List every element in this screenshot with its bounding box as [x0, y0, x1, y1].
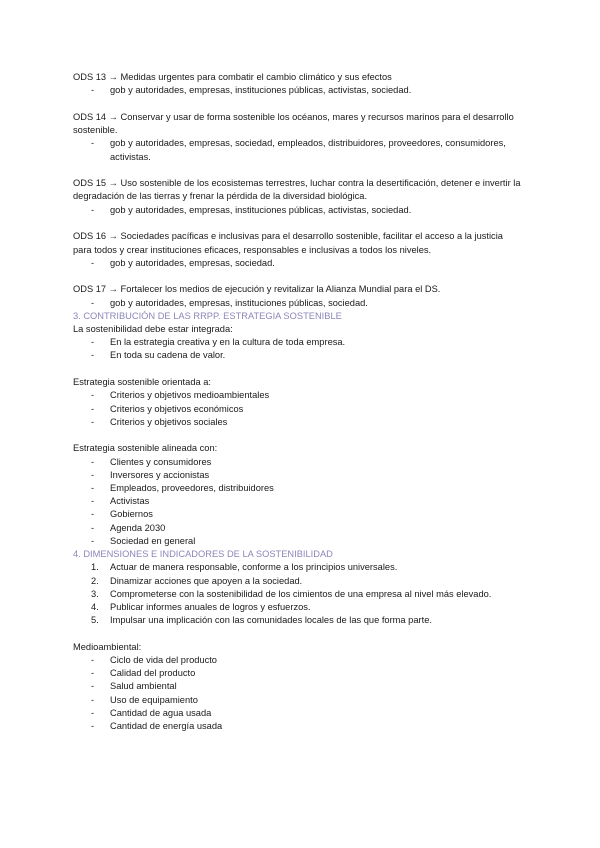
- list-number: 3.: [91, 588, 99, 599]
- section-4-numbered-list: [73, 561, 523, 627]
- ods-14-block: [73, 111, 523, 164]
- env-list: [73, 654, 523, 733]
- list-item: - Calidad del producto: [73, 667, 523, 680]
- list-item: - Agenda 2030: [73, 522, 523, 535]
- list-item: - Clientes y consumidores: [73, 456, 523, 469]
- list-text: Dinamizar acciones que apoyen a la sociedad.: [110, 575, 303, 586]
- list-number: 4.: [91, 601, 99, 612]
- list-item: - gob y autoridades, empresas, instituciones públicas, sociedad.: [73, 297, 523, 310]
- list-number: 2.: [91, 575, 99, 586]
- list-item: [73, 561, 523, 574]
- ods-15-title: ODS 15 → Uso sostenible de los ecosistemas terrestres, luchar contra la desertificación, detener e invertir la degradación de las tierras y frenar la pérdida de la diversidad biológica.: [73, 178, 521, 202]
- ods-16-title: ODS 16 → Sociedades pacíficas e inclusivas para el desarrollo sostenible, facilitar el acceso a la justicia para todos y crear instituciones eficaces, responsables e inclusivas a todos los niveles.: [73, 231, 503, 255]
- ods-17-title: ODS 17 → Fortalecer los medios de ejecución y revitalizar la Alianza Mundial para el DS.: [73, 284, 441, 295]
- list-item: - Cantidad de energía usada: [73, 720, 523, 733]
- list-item: - gob y autoridades, empresas, sociedad, empleados, distribuidores, proveedores, consumidores, activistas.: [73, 137, 523, 163]
- ods-16-block: [73, 230, 523, 270]
- ods-17-list: [73, 297, 523, 310]
- section-3-intro: La sostenibilidad debe estar integrada:: [73, 324, 233, 335]
- list-text: Actuar de manera responsable, conforme a los principios universales.: [110, 562, 398, 573]
- list-text: Comprometerse con la sostenibilidad de los cimientos de una empresa al nivel más elevado.: [110, 588, 492, 599]
- list-item: - gob y autoridades, empresas, instituciones públicas, activistas, sociedad.: [73, 204, 523, 217]
- ods-13-title: ODS 13 → Medidas urgentes para combatir el cambio climático y sus efectos: [73, 72, 392, 82]
- list-item: - Ciclo de vida del producto: [73, 654, 523, 667]
- list-item: - Criterios y objetivos económicos: [73, 403, 523, 416]
- list-item: - Uso de equipamiento: [73, 694, 523, 707]
- ods-15-list: [73, 204, 523, 217]
- list-item: - Sociedad en general: [73, 535, 523, 548]
- section-4-heading: 4. DIMENSIONES E INDICADORES DE LA SOSTENIBILIDAD: [73, 549, 333, 560]
- list-item: - Criterios y objetivos sociales: [73, 416, 523, 429]
- ods-17-block: [73, 283, 523, 309]
- list-item: [73, 614, 523, 627]
- ods-14-list: [73, 137, 523, 163]
- list-text: Publicar informes anuales de logros y esfuerzos.: [110, 601, 311, 612]
- ods-13-list: [73, 84, 523, 97]
- aligned-list: [73, 456, 523, 548]
- list-item: - Inversores y accionistas: [73, 469, 523, 482]
- list-item: [73, 601, 523, 614]
- list-item: - Cantidad de agua usada: [73, 707, 523, 720]
- list-item: - Activistas: [73, 495, 523, 508]
- list-item: [73, 588, 523, 601]
- list-item: - Salud ambiental: [73, 680, 523, 693]
- ods-13-block: [73, 71, 523, 97]
- oriented-label: Estrategia sostenible orientada a:: [73, 377, 211, 388]
- oriented-list: [73, 389, 523, 429]
- list-item: - Empleados, proveedores, distribuidores: [73, 482, 523, 495]
- document-body: [73, 71, 523, 733]
- list-number: 5.: [91, 615, 99, 626]
- list-item: - gob y autoridades, empresas, sociedad.: [73, 257, 523, 270]
- ods-15-block: [73, 177, 523, 217]
- section-3-intro-list: [73, 336, 523, 362]
- list-item: [73, 575, 523, 588]
- list-item: - Criterios y objetivos medioambientales: [73, 389, 523, 402]
- ods-14-title: ODS 14 → Conservar y usar de forma sostenible los océanos, mares y recursos marinos para el desarrollo sostenible.: [73, 111, 514, 136]
- list-item: - Gobiernos: [73, 508, 523, 521]
- env-label: Medioambiental:: [73, 641, 142, 652]
- ods-16-list: [73, 257, 523, 270]
- section-3-heading: 3. CONTRIBUCIÓN DE LAS RRPP. ESTRATEGIA SOSTENIBLE: [73, 310, 342, 321]
- list-item: - gob y autoridades, empresas, instituciones públicas, activistas, sociedad.: [73, 84, 523, 97]
- aligned-label: Estrategia sostenible alineada con:: [73, 443, 218, 454]
- list-item: - En toda su cadena de valor.: [73, 349, 523, 362]
- list-item: - En la estrategia creativa y en la cultura de toda empresa.: [73, 336, 523, 349]
- list-text: Impulsar una implicación con las comunidades locales de las que forma parte.: [110, 615, 432, 626]
- list-number: 1.: [91, 562, 99, 573]
